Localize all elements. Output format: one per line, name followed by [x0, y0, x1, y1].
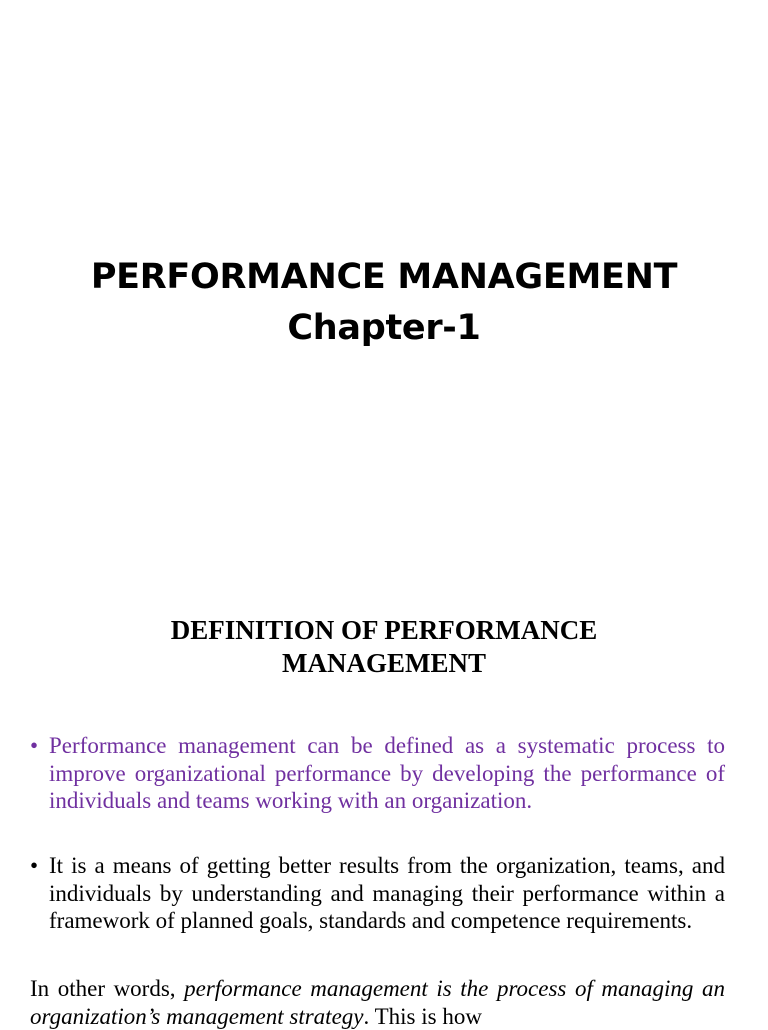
- bullet-text: Performance management can be defined as a systematic process to improve organizational performance by developing the performance of individuals and teams working with an organization.: [49, 733, 725, 813]
- heading-line-2: MANAGEMENT: [282, 648, 486, 678]
- bullet-icon: •: [30, 733, 39, 758]
- definition-heading: [0, 614, 768, 680]
- paragraph-tail: . This is how: [363, 1003, 482, 1029]
- heading-line-1: DEFINITION OF PERFORMANCE: [170, 615, 598, 645]
- definition-slide: [0, 576, 768, 1029]
- bullet-item: [30, 852, 725, 935]
- paragraph-emphasis: performance management is the process of managing an organization’s management strategy: [30, 976, 725, 1029]
- title-block: [0, 252, 768, 354]
- slide-subtitle: Chapter-1: [287, 308, 481, 348]
- body-paragraph: [30, 975, 725, 1030]
- paragraph-lead: In other words,: [30, 976, 185, 1001]
- bullet-item: [30, 732, 725, 815]
- bullet-icon: •: [30, 853, 39, 878]
- slide-title: PERFORMANCE MANAGEMENT: [90, 257, 678, 297]
- bullet-text: It is a means of getting better results from the organization, teams, and individuals by understanding and managing their performance within a framework of planned goals, standards and competence requirements.: [49, 853, 725, 933]
